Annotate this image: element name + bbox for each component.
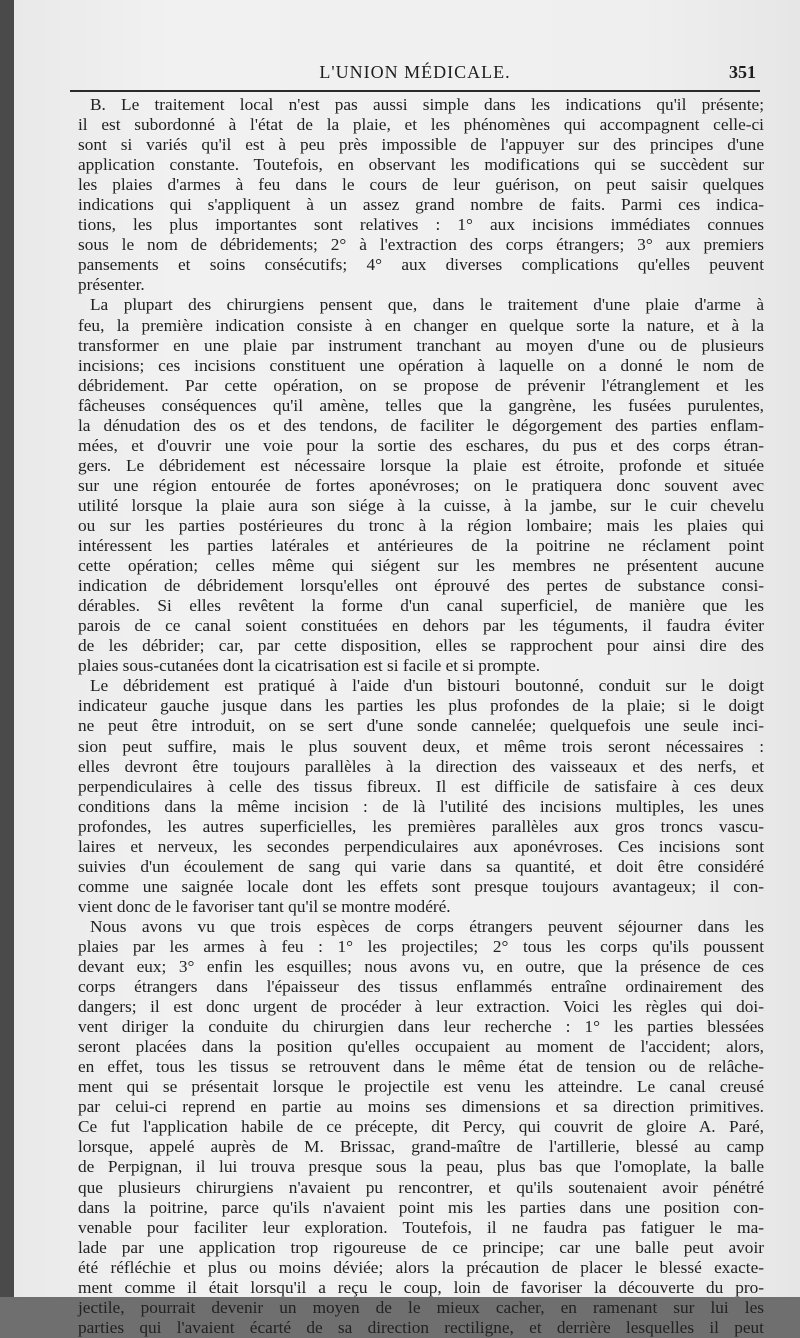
text-line: dérables. Si elles revêtent la forme d'un canal superficiel, de manière que les [78,596,764,616]
text-line: lade par une application trop rigoureuse de ce principe; car une balle peut avoir [78,1237,764,1257]
text-line: Ce fut l'application habile de ce précepte, dit Percy, qui couvrit de gloire A. Paré, [78,1117,764,1137]
text-line: ment comme il était lorsqu'il a reçu le coup, loin de favoriser la découverte du pro- [78,1277,764,1297]
text-line: Nous avons vu que trois espèces de corps étrangers peuvent séjourner dans les [90,916,764,936]
text-line: sont si variés qu'il est à peu près impossible de l'appuyer sur des principes d'une [78,135,764,155]
text-line: parties qui l'avaient écarté de sa direction rectiligne, et derrière lesquelles il peut [78,1317,764,1337]
text-line: été réfléchie et plus ou moins déviée; alors la précaution de placer le blessé exacte- [78,1257,764,1277]
text-line: La plupart des chirurgiens pensent que, dans le traitement d'une plaie d'arme à [90,295,764,315]
text-line: sion peut suffire, mais le plus souvent deux, et même trois seront nécessaires : [78,736,764,756]
text-line: comme une saignée locale dont les effets sont presque toujours avantageux; il con- [78,876,764,896]
text-line: seront placées dans la position qu'elles occupaient au moment de l'accident; alors, [78,1037,764,1057]
text-line: les plaies d'armes à feu dans le cours de leur guérison, on peut saisir quelques [78,175,764,195]
text-line: transformer en une plaie par instrument tranchant au moyen d'une ou de plusieurs [78,335,764,355]
text-line: devant eux; 3° enfin les esquilles; nous avons vu, en outre, que la présence de ces [78,957,764,977]
text-line: de Perpignan, il lui trouva presque sous la peau, plus bas que l'omoplate, la balle [78,1157,764,1177]
text-line: sous le nom de débridements; 2° à l'extraction des corps étrangers; 3° aux premiers [78,235,764,255]
text-line: en effet, tous les tissus se retrouvent dans le même état de tension ou de relâche- [78,1057,764,1077]
text-line: de les débrider; car, par cette disposition, elles se rapprochent pour ainsi dire des [78,636,764,656]
text-line: pansements et soins consécutifs; 4° aux diverses complications qu'elles peuvent [78,255,764,275]
text-line: suivies d'un écoulement de sang qui varie dans sa quantité, et doit être considéré [78,856,764,876]
text-line: dans la poitrine, parce qu'ils n'avaient point mis les parties dans une position con- [78,1197,764,1217]
text-line: que plusieurs chirurgiens n'avaient pu rencontrer, et qu'ils soutenaient avoir pénétré [78,1177,764,1197]
text-line: conditions dans la même incision : de là l'utilité des incisions multiples, les unes [78,796,764,816]
text-line: plaies sous-cutanées dont la cicatrisation est si facile et si prompte. [78,656,541,676]
text-line: feu, la première indication consiste à en changer en quelque sorte la nature, et à la [78,315,764,335]
text-line: indications qui s'appliquent à un assez grand nombre de faits. Parmi ces indica- [78,195,764,215]
text-line: venable pour faciliter leur exploration. Toutefois, il ne faudra pas fatiguer le ma- [78,1217,764,1237]
text-line: profondes, les autres superficielles, les premières parallèles aux gros troncs vascu- [78,816,764,836]
text-line: lorsque, appelé auprès de M. Brissac, grand-maître de l'artillerie, blessé au camp [78,1137,764,1157]
text-line: il est subordonné à l'état de la plaie, et les phénomènes qui accompagnent celle-ci [78,115,764,135]
text-line: corps étrangers dans l'épaisseur des tissus enflammés entraîne ordinairement des [78,977,764,997]
text-line: plaies par les armes à feu : 1° les projectiles; 2° tous les corps qu'ils poussent [78,936,764,956]
text-line: par celui-ci reprend en partie au moins ses dimensions et sa direction primitives. [78,1097,764,1117]
text-line: tions, les plus importantes sont relatives : 1° aux incisions immédiates connues [78,215,764,235]
body-text [78,95,764,1338]
text-line: indication de débridement lorsqu'elles ont éprouvé des pertes de substance consi- [78,576,764,596]
text-line: ne peut être introduit, on se sert d'une sonde cannelée; quelquefois une seule inci- [78,716,764,736]
text-line: indicateur gauche jusque dans les parties les plus profondes de la plaie; si le doigt [78,696,764,716]
text-line: B. Le traitement local n'est pas aussi simple dans les indications qu'il présente; [90,95,764,114]
text-line: dangers; il est donc urgent de procéder à leur extraction. Voici les règles qui doi- [78,997,764,1017]
page-number: 351 [729,62,756,82]
text-line: jectile, pourrait devenir un moyen de le mieux cacher, en ramenant sur lui les [78,1297,764,1317]
text-line: incisions; ces incisions constituent une opération à laquelle on a donné le nom de [78,355,764,375]
text-line: débridement. Par cette opération, on se propose de prévenir l'étranglement et les [78,375,764,395]
journal-title: L'UNION MÉDICALE. [319,62,511,82]
text-line: parois de ce canal soient constituées en dehors par les téguments, il faudra éviter [78,616,764,636]
text-line: vient donc de le favoriser tant qu'il se montre modéré. [78,896,451,916]
text-line: elles devront être toujours parallèles à la direction des vaisseaux et des nerfs, et [78,756,764,776]
text-line: mées, et d'ouvrir une voie pour la sortie des eschares, du pus et des corps étran- [78,435,764,455]
text-line: ment qui se présentait lorsque le projectile est venu les atteindre. Le canal creusé [78,1077,764,1097]
text-line: la dénudation des os et des tendons, de faciliter le dégorgement des parties enflam- [78,415,764,435]
text-line: fâcheuses conséquences qu'il amène, telles que la gangrène, les fusées purulentes, [78,395,764,415]
text-line: application constante. Toutefois, en observant les modifications qui se succèdent sur [78,155,764,175]
text-line: ou sur les parties postérieures du tronc à la région lombaire; mais les plaies qui [78,515,764,535]
text-line: vent diriger la conduite du chirurgien dans leur recherche : 1° les parties blessées [78,1017,764,1037]
text-line: perpendiculaires à celle des tissus fibreux. Il est difficile de satisfaire à ces deux [78,776,764,796]
text-line: intéressent les parties latérales et antérieures de la poitrine ne réclament point [78,536,764,556]
text-line: utilité lorsque la plaie aura son siége à la cuisse, à la jambe, sur le cuir chevelu [78,495,764,515]
text-line: gers. Le débridement est nécessaire lorsque la plaie est étroite, profonde et située [78,455,764,475]
text-line: sur une région entourée de fortes aponévroses; on le pratiquera donc souvent avec [78,475,764,495]
header-rule [70,90,760,92]
text-line: présenter. [78,275,145,295]
running-header [70,60,760,88]
scan-border [0,0,14,1297]
text-line: Le débridement est pratiqué à l'aide d'un bistouri boutonné, conduit sur le doigt [90,676,764,696]
text-line: cette opération; celles même qui siégent sur les membres ne présentent aucune [78,556,764,576]
text-line: laires et nerveux, les secondes perpendiculaires aux aponévroses. Ces incisions sont [78,836,764,856]
